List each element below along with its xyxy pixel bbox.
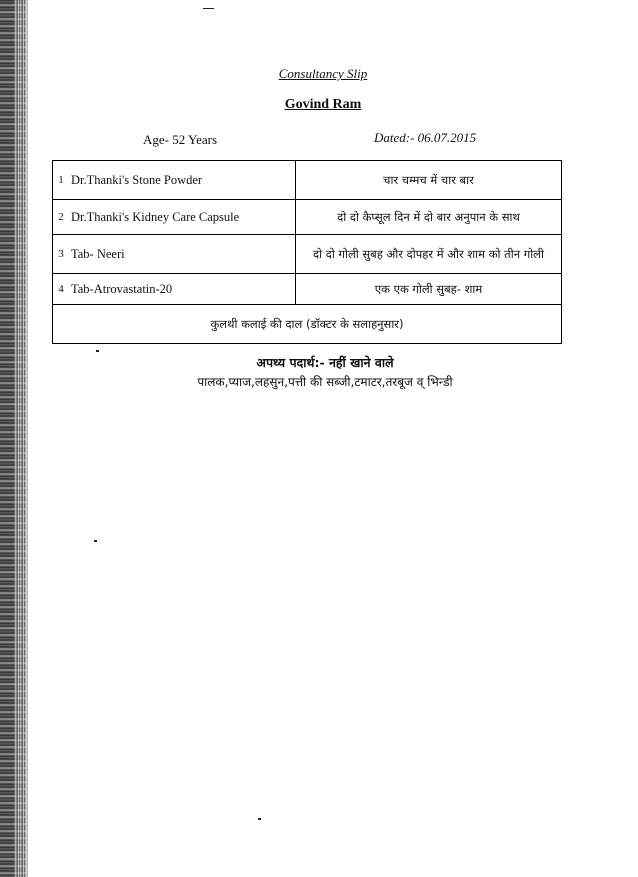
avoid-list: पालक,प्याज,लहसुन,पत्ती की सब्जी,टमाटर,तरबूज व् भिन्डी (197, 375, 453, 389)
row-number: 1 (53, 161, 70, 200)
medicine-name: Tab-Atrovastatin-20 (69, 274, 296, 305)
scan-speck (94, 540, 97, 542)
medicine-name: Dr.Thanki's Stone Powder (69, 161, 296, 200)
scan-speck (258, 818, 261, 820)
scan-speck (96, 350, 99, 352)
prescription-table (52, 160, 562, 344)
table-row (53, 305, 562, 344)
dosage-instruction: दो दो गोली सुबह और दोपहर में और शाम को तीन गोली (296, 235, 562, 274)
scan-mark (203, 8, 214, 9)
slip-date: Dated:- 06.07.2015 (374, 130, 477, 145)
avoid-heading: अपथ्य पदार्थ:- नहीं खाने वाले (256, 355, 394, 370)
diet-advice: कुलथी कलाई की दाल (डॉक्टर के सलाहनुसार) (53, 305, 562, 344)
patient-age: Age- 52 Years (143, 132, 218, 147)
medicine-name: Dr.Thanki's Kidney Care Capsule (69, 200, 296, 235)
table-row (53, 161, 562, 200)
table-row (53, 235, 562, 274)
dosage-instruction: चार चम्मच में चार बार (296, 161, 562, 200)
row-number: 4 (53, 274, 70, 305)
table-row (53, 200, 562, 235)
slip-title: Consultancy Slip (278, 66, 368, 81)
scan-edge-artifact (0, 0, 26, 877)
dosage-instruction: एक एक गोली सुबह- शाम (296, 274, 562, 305)
row-number: 3 (53, 235, 70, 274)
dosage-instruction: दो दो कैप्सूल दिन में दो बार अनुपान के साथ (296, 200, 562, 235)
row-number: 2 (53, 200, 70, 235)
medicine-name: Tab- Neeri (69, 235, 296, 274)
patient-name: Govind Ram (284, 97, 362, 112)
table-row (53, 274, 562, 305)
